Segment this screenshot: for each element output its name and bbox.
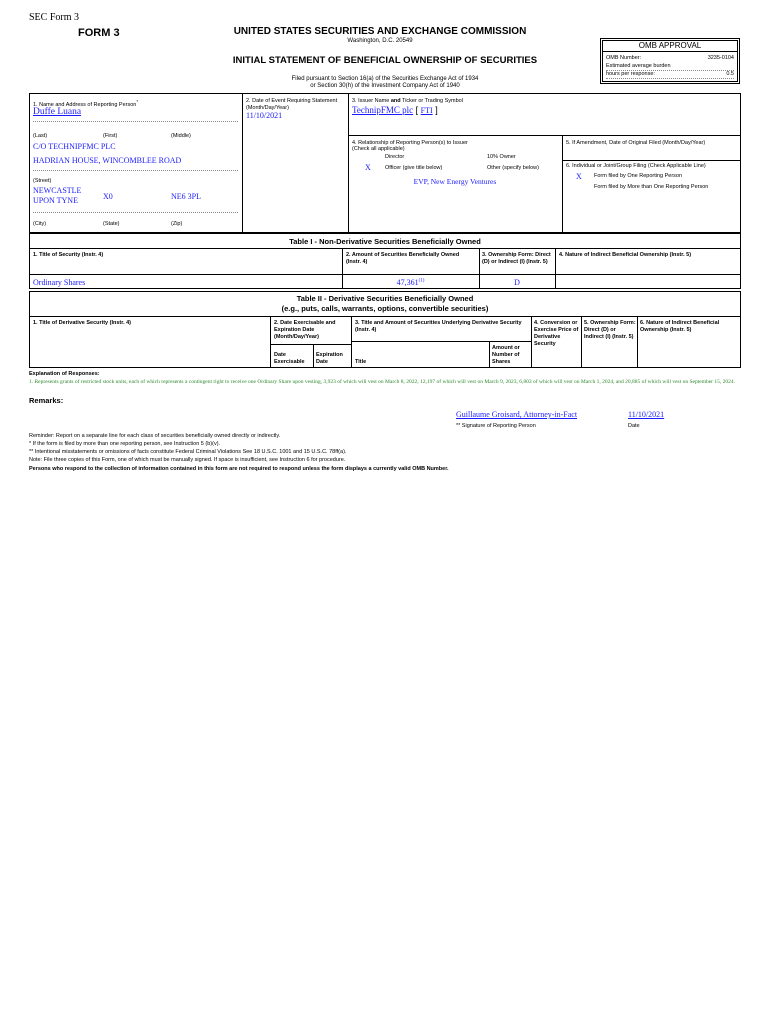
box4-label: 4. Relationship of Reporting Person(s) to Issuer	[352, 140, 468, 146]
t2-sub-expiration: Expiration Date	[316, 352, 343, 365]
t2-col-dates: 2. Date Exercisable and Expiration Date (Month/Day/Year)	[274, 320, 336, 340]
explanation-label: Explanation of Responses:	[29, 371, 100, 377]
issuer-name[interactable]: TechnipFMC plc	[352, 105, 414, 115]
street-label: (Street)	[33, 178, 52, 184]
one-person-option: Form filed by One Reporting Person	[594, 173, 683, 179]
omb-number-label: OMB Number:	[606, 55, 642, 61]
t2-sub-amount: Amount or Number of Shares	[492, 345, 520, 365]
filed-pursuant-2: or Section 30(h) of the Investment Company Act of 1940	[310, 83, 460, 89]
date-label: Date	[628, 423, 640, 429]
zip-value: NE6 3PL	[171, 192, 201, 201]
multiple-persons-note: * If the form is filed by more than one reporting person, see Instruction 5 (b)(v).	[29, 441, 221, 447]
copies-note: Note: File three copies of this Form, one of which must be manually signed. If space is insufficient, see Instruction 6 for procedure.	[29, 457, 346, 463]
issuer-line: TechnipFMC plc [ FTI ]	[352, 105, 438, 115]
t2-col-price: 4. Conversion or Exercise Price of Derivative Security	[534, 320, 579, 347]
address-line-1: C/O TECHNIPFMC PLC	[33, 142, 116, 151]
table-1-title: Table I - Non-Derivative Securities Beneficially Owned	[289, 237, 481, 246]
agency-name: UNITED STATES SECURITIES AND EXCHANGE COMMISSION	[233, 26, 527, 37]
first-label: (First)	[103, 133, 118, 139]
t1-col-amount: 2. Amount of Securities Beneficially Owned (Instr. 4)	[346, 252, 460, 265]
zip-label: (Zip)	[171, 221, 183, 227]
remarks-label: Remarks:	[29, 396, 64, 405]
event-date: 11/10/2021	[246, 111, 283, 120]
box3-label: 3. Issuer Name and Ticker or Trading Symbol	[352, 98, 463, 104]
omb-burden-label: Estimated average burden	[606, 63, 671, 69]
table-2-subtitle: (e.g., puts, calls, warrants, options, convertible securities)	[281, 304, 489, 313]
t1-row-form: D	[514, 278, 520, 287]
t2-col-nature: 6. Nature of Indirect Beneficial Ownership (Instr. 5)	[640, 320, 720, 333]
t1-col-title: 1. Title of Security (Instr. 4)	[33, 252, 104, 258]
t2-sub-date-exercisable: Date Exercisable	[274, 352, 305, 365]
form-number: FORM 3	[78, 27, 120, 39]
sec-form-label: SEC Form 3	[29, 12, 80, 23]
reminder-note: Reminder: Report on a separate line for each class of securities beneficially owned directly or indirectly.	[29, 433, 281, 439]
table-2-title: Table II - Derivative Securities Beneficially Owned	[296, 294, 474, 303]
officer-check[interactable]: X	[365, 163, 371, 172]
footnote-1: 1. Represents grants of restricted stock units, each of which represents a contingent right to receive one Ordinary Share upon vesting, 3,923 of which will vest on March 8, 2022, 12,197 of which will vest on March 9, 2023, 6,803 of which will vest on March 1, 2024, and 20,885 of which will vest on September 15, 2024.	[29, 379, 735, 385]
signature-name: Guillaume Groisard, Attorney-in-Fact	[456, 410, 578, 419]
more-persons-option: Form filed by More than One Reporting Person	[594, 184, 709, 190]
omb-hours: 0.5	[726, 71, 734, 77]
state-value: X0	[103, 192, 113, 201]
reporting-person-name[interactable]: Duffe Luana	[33, 107, 82, 117]
director-option: Director	[385, 154, 405, 160]
signature-date: 11/10/2021	[628, 410, 665, 419]
ten-percent-option: 10% Owner	[487, 154, 516, 160]
omb-hours-label: hours per response:	[606, 71, 655, 77]
filed-pursuant-1: Filed pursuant to Section 16(a) of the Securities Exchange Act of 1934	[291, 76, 479, 82]
city-label: (City)	[33, 221, 47, 227]
one-person-check[interactable]: X	[576, 172, 582, 181]
other-option: Other (specify below)	[487, 165, 539, 171]
box4-sub: (Check all applicable)	[352, 146, 405, 152]
agency-city: Washington, D.C. 20549	[347, 38, 413, 44]
signature-label: ** Signature of Reporting Person	[456, 423, 536, 429]
t2-col-underlying: 3. Title and Amount of Securities Underlying Derivative Security (Instr. 4)	[355, 320, 522, 333]
t1-col-nature: 4. Nature of Indirect Beneficial Ownership (Instr. 5)	[559, 252, 692, 258]
omb-title: OMB APPROVAL	[638, 41, 702, 50]
violations-note: ** Intentional misstatements or omissions of facts constitute Federal Criminal Violations See 18 U.S.C. 1001 and 15 U.S.C. 78ff(a).	[29, 449, 347, 455]
ticker-symbol[interactable]: FTI	[420, 106, 433, 115]
t2-col-title: 1. Title of Derivative Security (Instr. 4)	[33, 320, 132, 326]
middle-label: (Middle)	[171, 133, 191, 139]
officer-title: EVP, New Energy Ventures	[413, 177, 497, 186]
box1-label: 1. Name and Address of Reporting Person*	[33, 99, 139, 108]
t1-row-amount: 47,361$^{(1)}$	[396, 278, 425, 287]
box5-label: 5. If Amendment, Date of Original Filed (Month/Day/Year)	[566, 140, 706, 146]
page-title: INITIAL STATEMENT OF BENEFICIAL OWNERSHIP OF SECURITIES	[232, 55, 538, 66]
t1-row-title: Ordinary Shares	[33, 278, 86, 287]
t2-sub-title: Title	[355, 359, 367, 365]
officer-option: Officer (give title below)	[385, 165, 443, 171]
omb-notice: Persons who respond to the collection of information contained in this form are not required to respond unless the form displays a currently valid OMB Number.	[29, 466, 449, 472]
city-value: NEWCASTLE UPON TYNE	[33, 186, 82, 205]
last-label: (Last)	[33, 133, 48, 139]
state-label: (State)	[103, 221, 120, 227]
t1-col-form: 3. Ownership Form: Direct (D) or Indirect (I) (Instr. 5)	[482, 252, 551, 265]
box2-label: 2. Date of Event Requiring Statement (Month/Day/Year)	[246, 98, 338, 111]
t2-col-form: 5. Ownership Form: Direct (D) or Indirect (I) (Instr. 5)	[584, 320, 636, 340]
address-line-2: HADRIAN HOUSE, WINCOMBLEE ROAD	[33, 156, 182, 165]
box6-label: 6. Individual or Joint/Group Filing (Check Applicable Line)	[566, 163, 706, 169]
omb-number: 3235-0104	[707, 55, 734, 61]
